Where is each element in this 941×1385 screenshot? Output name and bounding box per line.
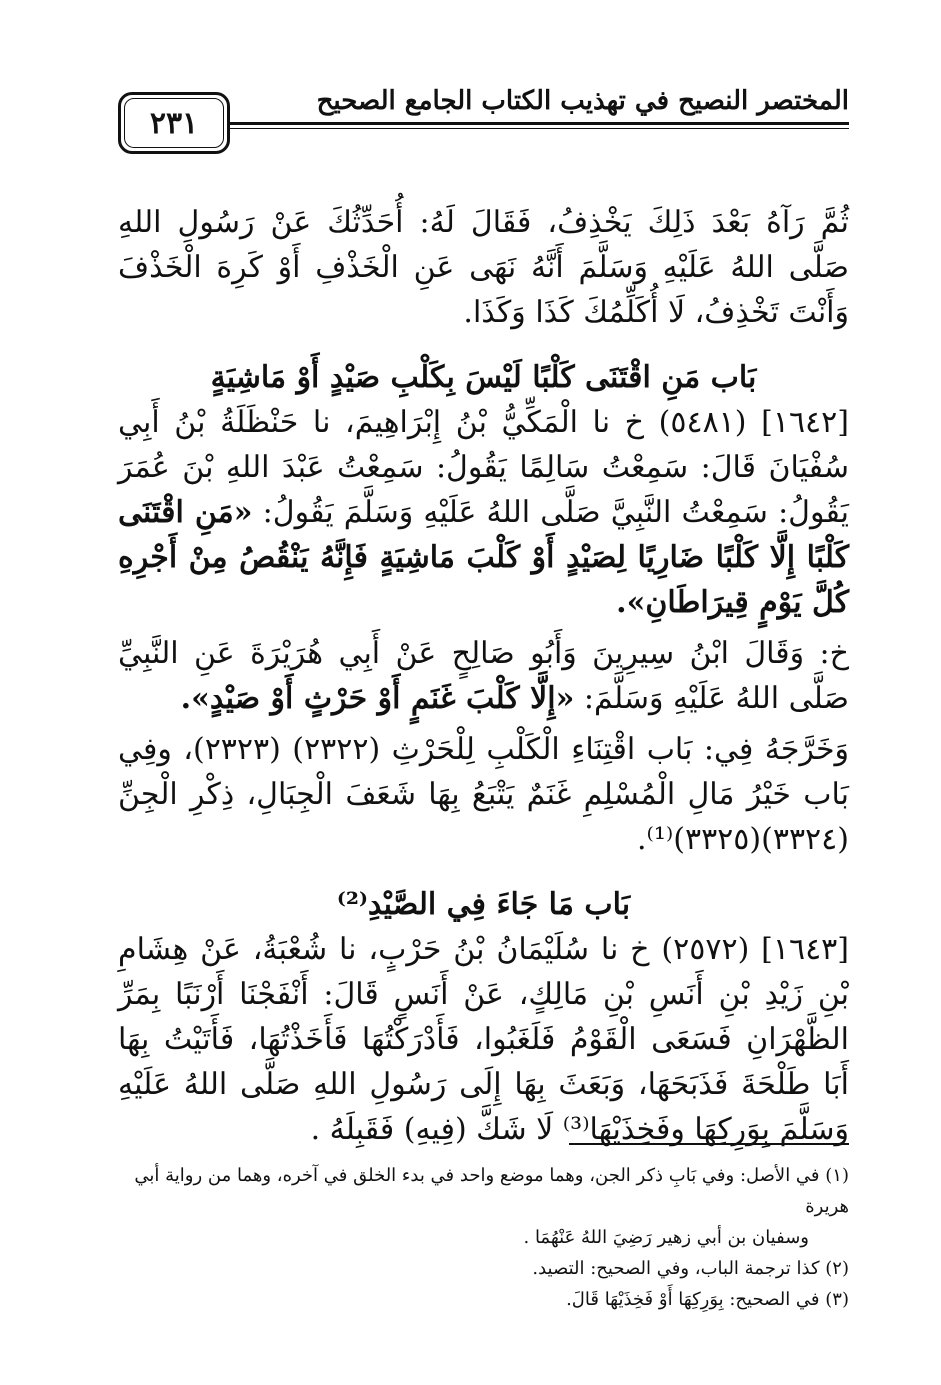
paragraph-4: وَخَرَّجَهُ فِي: بَاب اقْتِنَاءِ الْكَلْبِ لِلْحَرْثِ (٢٣٢٢) (٢٣٢٣)، وفِي بَاب خَيْرُ مَالِ الْمُسْلِمِ غَنَمٌ يَتْبَعُ بِهَا شَعَفَ الْجِبَالِ، ذِكْرِ الْجِنِّ (٣٣٢٤)(٣٣٢٥)⁽¹⁾. — [118, 732, 850, 857]
footnote-1-text: في الأصل: وفي بَابِ ذكر الجن، وهما موضع واحد في بدء الخلق في آخره، وهما من رواية أبي هريرة — [134, 1165, 849, 1217]
footnote-1-continued: وسفيان بن أبي زهير رَضِيَ اللهُ عَنْهُمَا . — [523, 1227, 809, 1248]
footnote-3-text: في الصحيح: بِوَرِكِهَا أَوْ فَخِذَيْهَا قَالَ. — [566, 1289, 820, 1310]
footnote-separator — [569, 1143, 849, 1145]
footnote-1 — [118, 1160, 849, 1222]
footnote-2-text: كذا ترجمة الباب، وفي الصحيح: التصيد. — [532, 1258, 820, 1279]
paragraph-1: ثُمَّ رَآهُ بَعْدَ ذَلِكَ يَخْذِفُ، فَقَالَ لَهُ: أُحَدِّثُكَ عَنْ رَسُولِ اللهِ صَلَّى اللهُ عَلَيْهِ وَسَلَّمَ أَنَّهُ نَهَى عَنِ الْخَذْفِ أَوْ كَرِهَ الْخَذْفَ وَأَنْتَ تَخْذِفُ، لَا أُكَلِّمُكَ كَذَا وَكَذَا. — [118, 205, 849, 330]
paragraph-5: [١٦٤٣] (٢٥٧٢) خ نا سُلَيْمَانُ بْنُ حَرْبٍ، نا شُعْبَةُ، عَنْ هِشَامِ بْنِ زَيْدِ بْنِ أَنَسِ بْنِ مَالِكٍ، عَنْ أَنَسٍ قَالَ: أَنْفَجْنَا أَرْنَبًا بِمَرِّ الظَّهْرَانِ فَسَعَى الْقَوْمُ فَلَغَبُوا، فَأَدْرَكْتُهَا فَأَخَذْتُهَا، فَأَتَيْتُ بِهَا أَبَا طَلْحَةَ فَذَبَحَهَا، وَبَعَثَ بِهَا إِلَى رَسُولِ اللهِ صَلَّى اللهُ عَلَيْهِ وَسَلَّمَ بِوَرِكِهَا وفَخِذَيْهَا⁽³⁾ لَا شَكَّ (فِيهِ) فَقَبِلَهُ . — [118, 932, 850, 1147]
chapter-heading-1: بَاب مَنِ اقْتَنَى كَلْبًا لَيْسَ بِكَلْبِ صَيْدٍ أَوْ مَاشِيَةٍ — [210, 360, 757, 395]
paragraph-3-text: خ: وَقَالَ ابْنُ سِيرِينَ وَأَبُو صَالِحٍ عَنْ أَبِي هُرَيْرَةَ عَنِ النَّبِيِّ صَلَّى اللهُ عَلَيْهِ وَسَلَّمَ: — [118, 636, 849, 716]
page-header — [118, 78, 849, 158]
footnote-2 — [118, 1253, 849, 1284]
main-text — [118, 200, 849, 1152]
footnotes — [118, 1160, 849, 1315]
footnote-3-number: (٣) — [825, 1289, 849, 1310]
header-rule — [230, 122, 849, 125]
page-number-box — [118, 92, 230, 154]
chapter-heading-2: بَاب مَا جَاءَ فِي الصَّيْدِ⁽²⁾ — [336, 887, 631, 922]
page-number: ٢٣١ — [149, 105, 199, 141]
paragraph-2 — [118, 400, 849, 625]
footnote-1-number: (١) — [825, 1165, 849, 1186]
paragraph-2-text: [١٦٤٢] (٥٤٨١) خ نا الْمَكِّيُّ بْنُ إِبْرَاهِيمَ، نا حَنْظَلَةُ بْنُ أَبِي سُفْيَانَ قَالَ: سَمِعْتُ سَالِمًا يَقُولُ: سَمِعْتُ عَبْدَ اللهِ بْنَ عُمَرَ يَقُولُ: سَمِعْتُ النَّبِيَّ صَلَّى اللهُ عَلَيْهِ وَسَلَّمَ يَقُولُ: — [118, 405, 849, 530]
hadith-quote-1: «مَنِ اقْتَنَى كَلْبًا إِلَّا كَلْبًا ضَارِيًا لِصَيْدٍ أَوْ كَلْبَ مَاشِيَةٍ فَإِنَّهُ يَنْقُصُ مِنْ أَجْرِهِ كُلَّ يَوْمٍ قِيرَاطَانِ». — [118, 495, 849, 620]
running-title: المختصر النصيح في تهذيب الكتاب الجامع الصحيح — [316, 86, 849, 116]
hadith-quote-2: «إِلَّا كَلْبَ غَنَمٍ أَوْ حَرْثٍ أَوْ صَيْدٍ». — [180, 681, 575, 716]
footnote-3 — [118, 1284, 849, 1315]
header-rule-thin — [230, 128, 849, 129]
footnote-2-number: (٢) — [825, 1258, 849, 1279]
paragraph-3 — [118, 631, 849, 721]
